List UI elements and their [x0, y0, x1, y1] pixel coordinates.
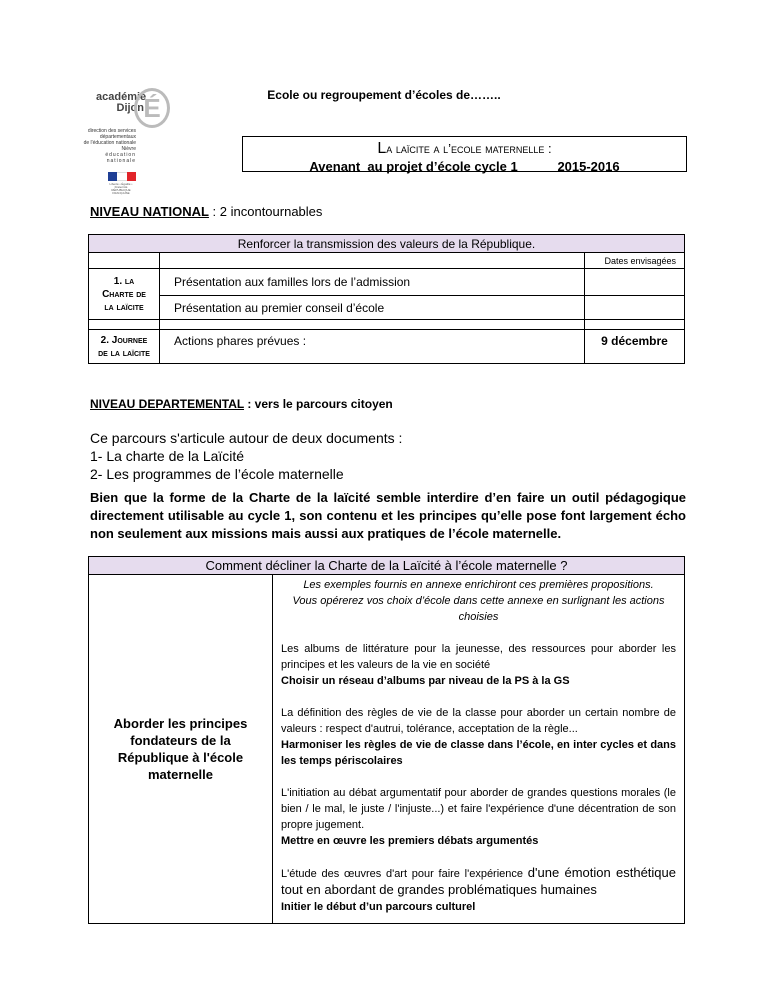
logo-direction-text: direction des services départementaux de l'éducation nationale Nièvre [83, 128, 136, 152]
action-presentation-familles: Présentation aux familles lors de l’admission [160, 269, 585, 296]
national-heading: NIVEAU NATIONAL : 2 incontournables [90, 204, 323, 219]
logo-education-text: éducation nationale [105, 152, 136, 164]
logo-flag-caption: Liberté • Égalité • Fraternité RÉPUBLIQUE FRANÇAISE [109, 182, 133, 195]
principes-label: Aborder les principes fondateurs de la République à l'école maternelle [89, 575, 273, 924]
republic-flag-icon [108, 172, 136, 181]
action-conseil-ecole: Présentation au premier conseil d’école [160, 296, 585, 320]
title-line-1: La laïcite a l’ecole maternelle : [377, 140, 552, 157]
actions-cell [273, 575, 685, 924]
departemental-table [88, 556, 685, 924]
logo-e-mark-icon: É [134, 88, 170, 128]
annex-note: Les exemples fournis en annexe enrichiront ces premières propositions. Vous opérerez vos choix d’école dans cette annexe en surlignant les actions choisies [292, 579, 665, 623]
dates-column-label: Dates envisagées [585, 253, 685, 269]
block-regles: La définition des règles de vie de la classe pour aborder un certain nombre de valeurs : respect d'autrui, tolérance, acceptation de la règle... Harmoniser les règles de vie de classe dans l’école, en inter cycles et dans les temps périscolaires [281, 707, 676, 767]
block-albums: Les albums de littérature pour la jeunesse, des ressources pour aborder les principes et les valeurs de la vie en société Choisir un réseau d’albums par niveau de la PS à la GS [281, 643, 676, 687]
actions-phares: Actions phares prévues : [160, 330, 585, 364]
block-art: L'étude des œuvres d'art pour faire l'expérience d'une émotion esthétique tout en abordant de grandes problématiques humaines Initier le début d’un parcours culturel [281, 865, 676, 913]
national-table [88, 234, 685, 364]
national-table-header: Renforcer la transmission des valeurs de la République. [89, 235, 685, 253]
charte-laicite-label: 1. la Charte de la laïcite [89, 269, 160, 320]
date-9-decembre: 9 décembre [585, 330, 685, 364]
title-box [242, 136, 687, 172]
journee-laicite-label: 2. Journee de la laïcite [89, 330, 160, 364]
departemental-heading: NIVEAU DEPARTEMENTAL : vers le parcours citoyen [90, 397, 393, 411]
block-debat: L'initiation au débat argumentatif pour aborder de grandes questions morales (le bien / le mal, le juste / l'injuste...) et faire l'expérience d'une décentration de son propre jugement. Mettre en œuvre les premiers débats argumentés [281, 787, 676, 847]
logo-academie-text: académie Dijon [96, 91, 147, 114]
parcours-intro: Ce parcours s'articule autour de deux documents : 1- La charte de la Laïcité 2- Les programmes de l’école maternelle [90, 430, 403, 482]
academie-logo [78, 88, 178, 195]
departemental-table-header: Comment décliner la Charte de la Laïcité à l’école maternelle ? [89, 557, 685, 575]
school-line: Ecole ou regroupement d’écoles de…….. [267, 88, 501, 102]
charte-paragraph: Bien que la forme de la Charte de la laïcité semble interdire d’en faire un outil pédagogique directement utilisable au cycle 1, son contenu et les principes qu’elle pose font largement écho non seulement aux missions mais aussi aux pratiques de l’école maternelle. [90, 490, 686, 541]
title-line-2: Avenant au projet d’école cycle 1 2015-2016 [309, 159, 620, 174]
